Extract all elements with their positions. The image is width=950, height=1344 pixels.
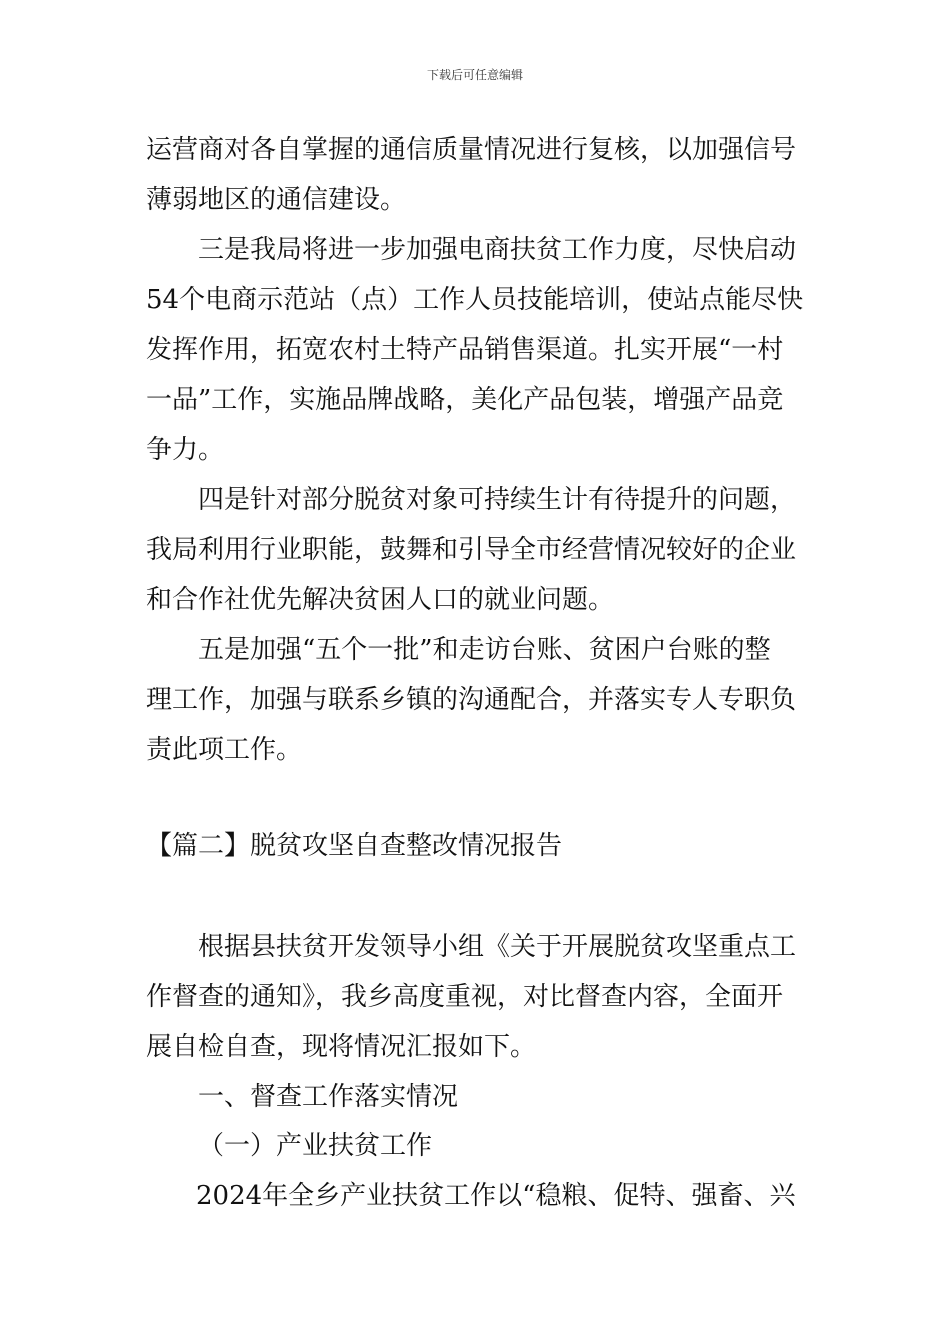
paragraph-line: 和合作社优先解决贫困人口的就业问题。 xyxy=(146,585,615,615)
paragraph-line: 根据县扶贫开发领导小组《关于开展脱贫攻坚重点工 xyxy=(198,932,797,962)
paragraph-line: 三是我局将进一步加强电商扶贫工作力度，尽快启动 xyxy=(198,235,797,265)
subheading-line: 一、督查工作落实情况 xyxy=(198,1082,459,1112)
paragraph-line: 责此项工作。 xyxy=(146,735,303,765)
paragraph-line: 作督查的通知》，我乡高度重视，对比督查内容，全面开 xyxy=(146,982,784,1012)
paragraph-line: 五是加强“五个一批”和走访台账、贫困户台账的整 xyxy=(198,635,771,665)
subheading-line: （一）产业扶贫工作 xyxy=(198,1131,433,1161)
paragraph-line: 发挥作用，拓宽农村土特产品销售渠道。扎实开展“一村 xyxy=(146,335,784,365)
paragraph-line: 争力。 xyxy=(146,435,225,465)
paragraph-line: 展自检自查，现将情况汇报如下。 xyxy=(146,1032,537,1062)
paragraph-line: 理工作，加强与联系乡镇的沟通配合，并落实专人专职负 xyxy=(146,685,797,715)
paragraph-line: 一品”工作，实施品牌战略，美化产品包装，增强产品竞 xyxy=(146,385,784,415)
paragraph-line: 薄弱地区的通信建设。 xyxy=(146,185,407,215)
paragraph-line: 54个电商示范站（点）工作人员技能培训，使站点能尽快 xyxy=(146,285,804,315)
paragraph-line: 四是针对部分脱贫对象可持续生计有待提升的问题， xyxy=(198,485,797,515)
paragraph-line: 2024年全乡产业扶贫工作以“稳粮、促特、强畜、兴 xyxy=(196,1181,796,1211)
header-note: 下载后可任意编辑 xyxy=(426,68,523,82)
paragraph-line: 运营商对各自掌握的通信质量情况进行复核，以加强信号 xyxy=(146,135,797,165)
section-heading: 【篇二】脱贫攻坚自查整改情况报告 xyxy=(146,831,563,861)
paragraph-line: 我局利用行业职能，鼓舞和引导全市经营情况较好的企业 xyxy=(146,535,797,565)
